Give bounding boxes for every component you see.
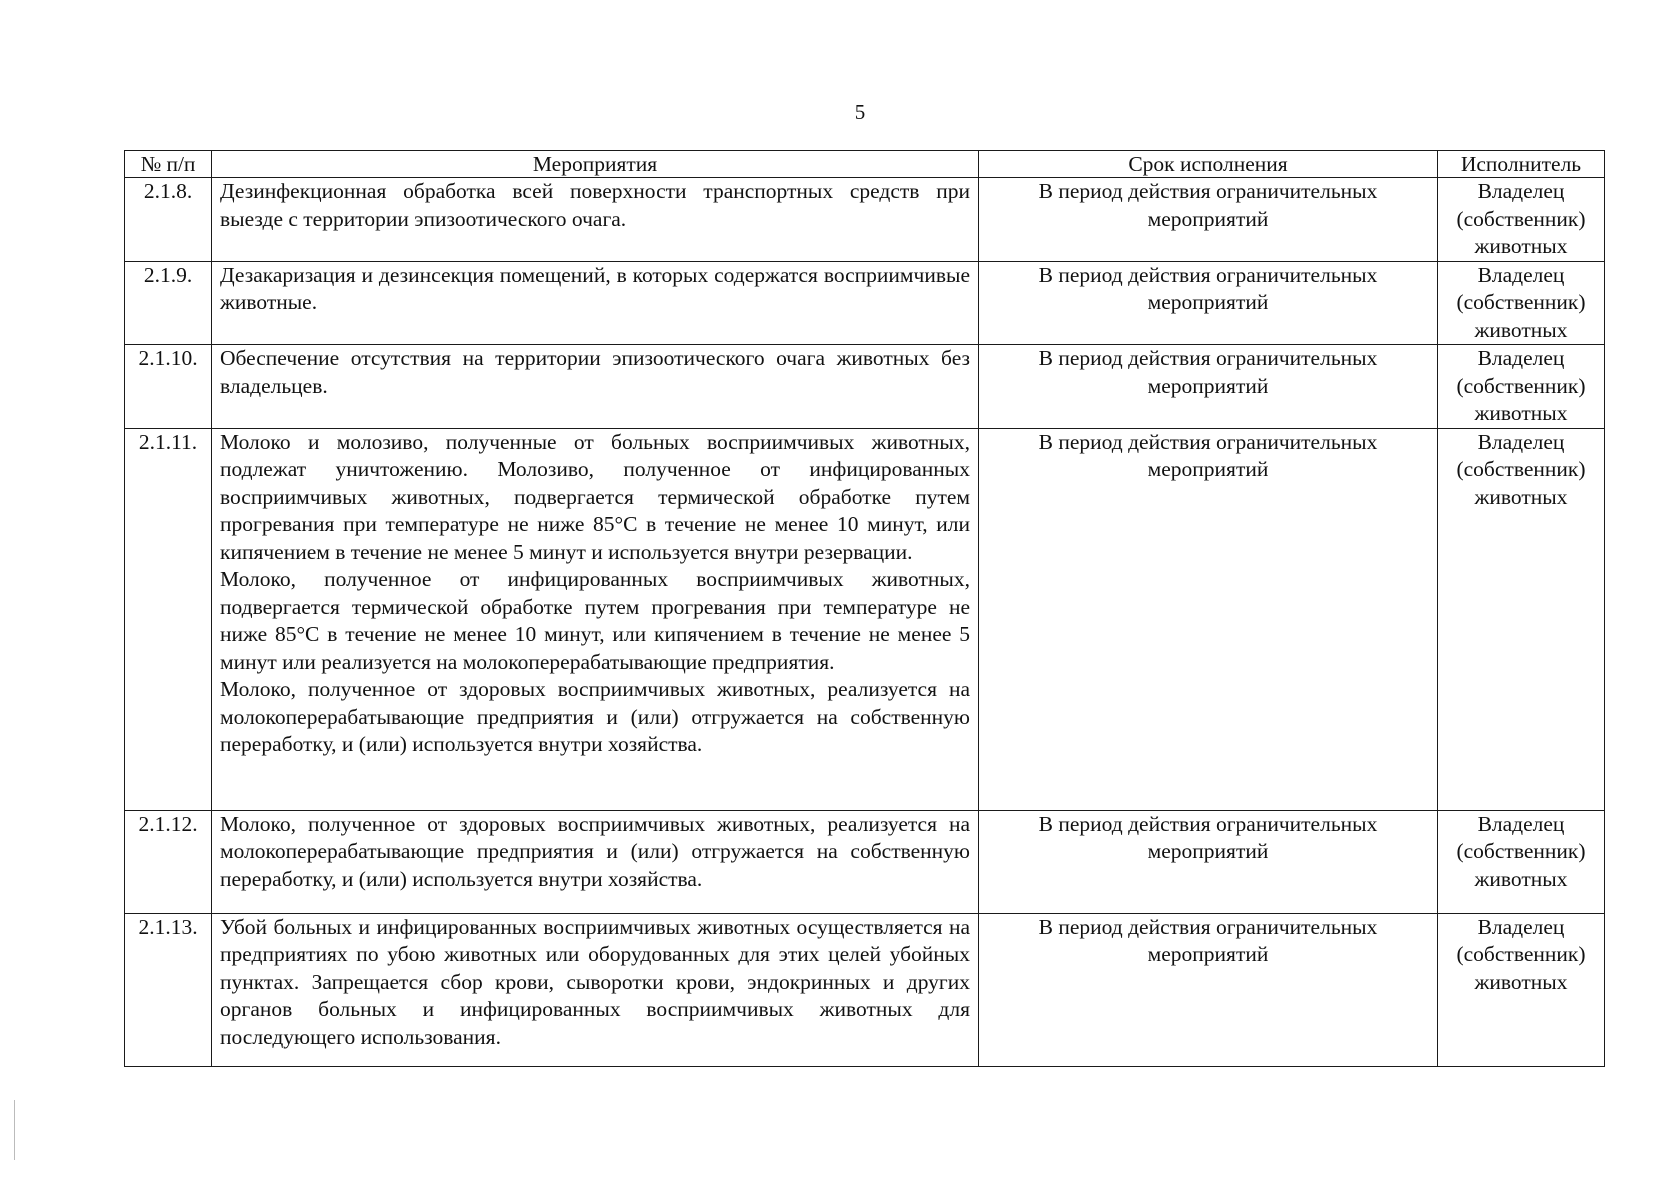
action-paragraph: Дезакаризация и дезинсекция помещений, в которых содержатся восприимчивые животные. [220, 262, 970, 314]
row-number: 2.1.12. [125, 810, 212, 913]
action-paragraph: Молоко, полученное от здоровых восприимчивых животных, реализуется на молокоперерабатывающие предприятия и (или) отгружается на собственную переработку, и (или) используется внутри хозяйства. [220, 811, 970, 891]
header-num: № п/п [125, 151, 212, 178]
row-number: 2.1.9. [125, 261, 212, 345]
table-row [125, 428, 1605, 810]
row-term: В период действия ограничительных мероприятий [979, 913, 1438, 1066]
table-row [125, 261, 1605, 345]
measures-table [124, 150, 1605, 1067]
row-term: В период действия ограничительных мероприятий [979, 261, 1438, 345]
header-term: Срок исполнения [979, 151, 1438, 178]
row-term: В период действия ограничительных мероприятий [979, 810, 1438, 913]
row-action [212, 345, 979, 429]
row-executor: Владелец (собственник) животных [1438, 428, 1605, 810]
row-term: В период действия ограничительных мероприятий [979, 345, 1438, 429]
table-body [125, 178, 1605, 1067]
row-action [212, 428, 979, 810]
table-row [125, 178, 1605, 262]
action-paragraph: Убой больных и инфицированных восприимчивых животных осуществляется на предприятиях по убою животных или оборудованных для этих целей убойных пунктах. Запрещается сбор крови, сыворотки крови, эндокринных и других органов больных и инфицированных восприимчивых животных для последующего использования. [220, 914, 970, 1049]
row-number: 2.1.11. [125, 428, 212, 810]
action-paragraph: Молоко и молозиво, полученные от больных восприимчивых животных, подлежат уничтожению. Молозиво, полученное от инфицированных восприимчивых животных, подвергается термической обработке путем прогревания при температуре не ниже 85°С в течение не менее 10 минут, или кипячением в течение не менее 5 минут и используется внутри резервации. [220, 429, 970, 564]
row-term: В период действия ограничительных мероприятий [979, 178, 1438, 262]
action-paragraph: Дезинфекционная обработка всей поверхности транспортных средств при выезде с территории эпизоотического очага. [220, 179, 970, 231]
row-number: 2.1.13. [125, 913, 212, 1066]
table-row [125, 345, 1605, 429]
page-number: 5 [854, 100, 866, 124]
row-executor: Владелец (собственник) животных [1438, 810, 1605, 913]
row-executor: Владелец (собственник) животных [1438, 913, 1605, 1066]
table-row [125, 913, 1605, 1066]
row-executor: Владелец (собственник) животных [1438, 178, 1605, 262]
row-number: 2.1.10. [125, 345, 212, 429]
action-paragraph: Молоко, полученное от инфицированных восприимчивых животных, подвергается термической обработке путем прогревания при температуре не ниже 85°С в течение не менее 10 минут, или кипячением в течение не менее 5 минут или реализуется на молокоперерабатывающие предприятия. [220, 567, 970, 674]
table-row [125, 810, 1605, 913]
row-action [212, 913, 979, 1066]
table-header-row [125, 151, 1605, 178]
header-action: Мероприятия [212, 151, 979, 178]
row-executor: Владелец (собственник) животных [1438, 345, 1605, 429]
row-action [212, 810, 979, 913]
row-action [212, 261, 979, 345]
action-paragraph: Обеспечение отсутствия на территории эпизоотического очага животных без владельцев. [220, 346, 970, 398]
header-executor: Исполнитель [1438, 151, 1605, 178]
row-term: В период действия ограничительных мероприятий [979, 428, 1438, 810]
row-action [212, 178, 979, 262]
action-paragraph: Молоко, полученное от здоровых восприимчивых животных, реализуется на молокоперерабатывающие предприятия и (или) отгружается на собственную переработку, и (или) используется внутри хозяйства. [220, 677, 970, 756]
row-number: 2.1.8. [125, 178, 212, 262]
scan-margin-mark [14, 1100, 15, 1160]
row-executor: Владелец (собственник) животных [1438, 261, 1605, 345]
